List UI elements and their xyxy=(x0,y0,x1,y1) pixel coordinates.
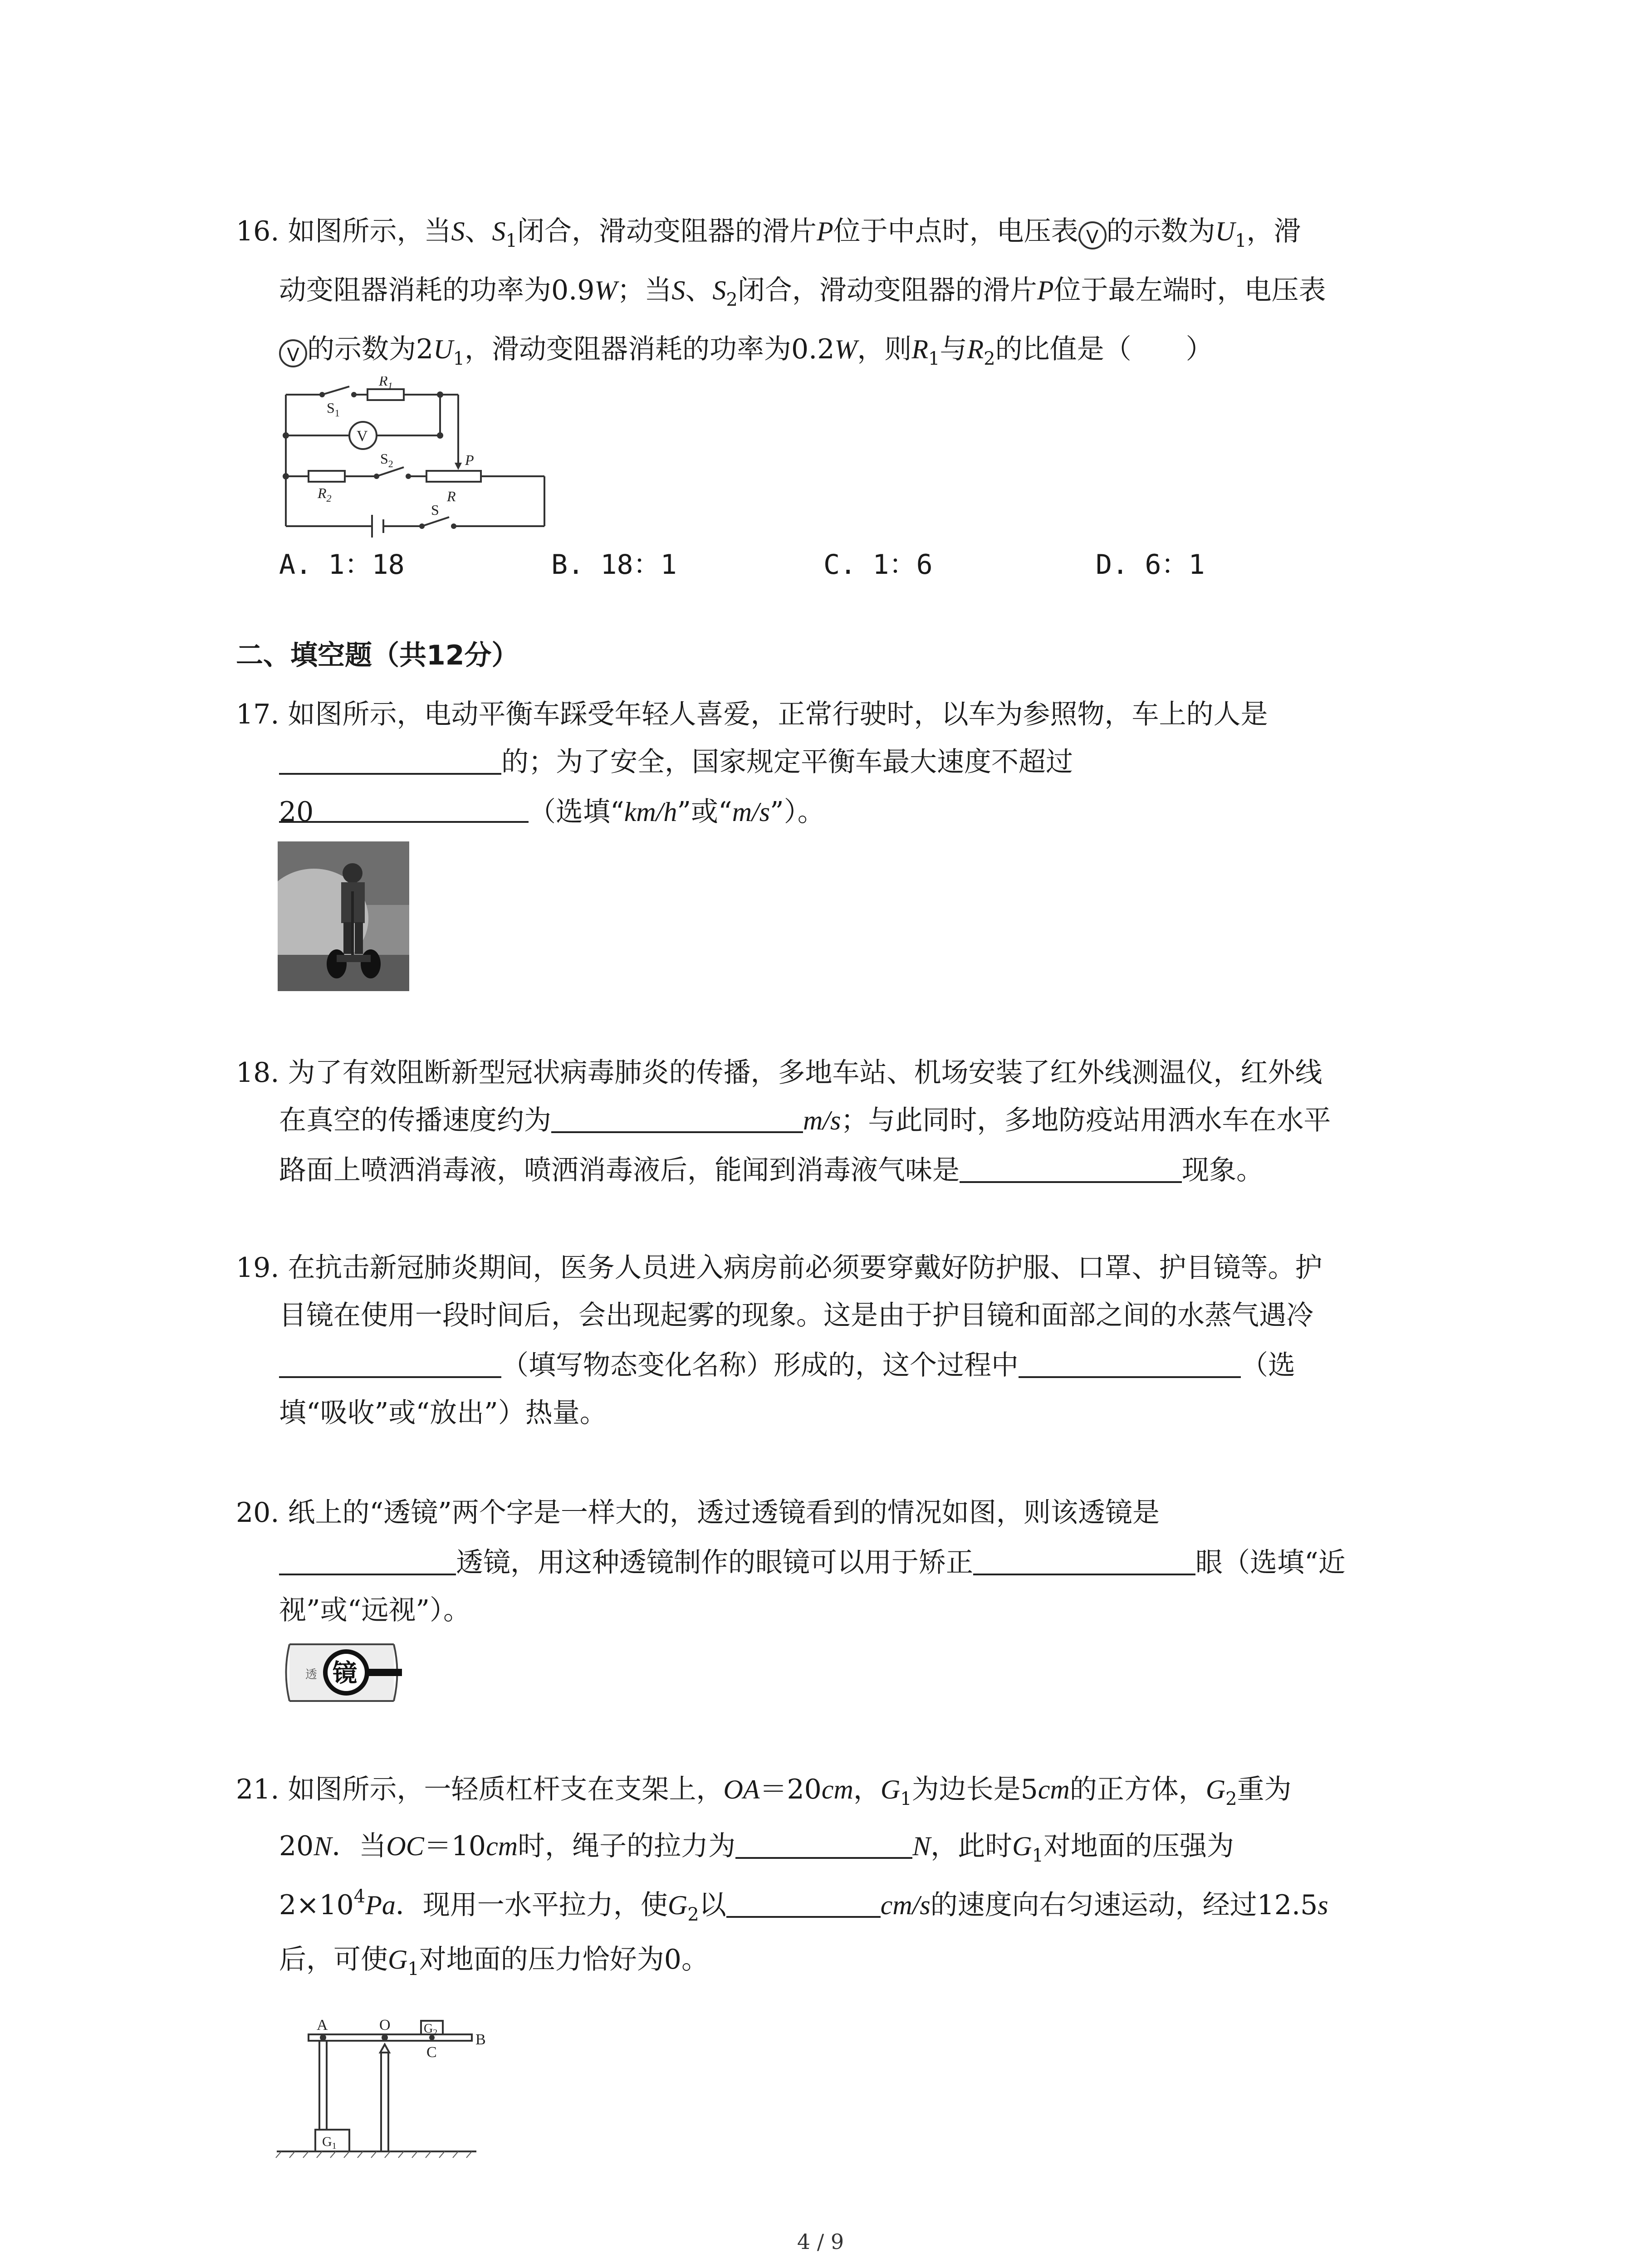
voltmeter-icon: V xyxy=(279,339,307,367)
big-char: 镜 xyxy=(333,1659,357,1687)
section-heading: 二、填空题（共12分） xyxy=(236,640,519,671)
q17-line-2: 的；为了安全，国家规定平衡车最大速度不超过 xyxy=(279,744,1073,780)
q16-option-b[interactable]: B. 18：1 xyxy=(551,549,677,581)
q17-line-1: 17. 如图所示，电动平衡车踩受年轻人喜爱，正常行驶时，以车为参照物，车上的人是 xyxy=(236,699,1268,730)
label-b: B xyxy=(475,2031,486,2048)
page-number: 4 / 9 xyxy=(797,2229,844,2254)
label-o: O xyxy=(379,2017,391,2033)
label-v: V xyxy=(357,428,368,445)
lens-figure xyxy=(280,1640,407,1708)
q21-line-3: $2\times 10^4Pa$．现用一水平拉力，使$G_2$以 cm/s的速度向右匀速运动，经过12.5s xyxy=(279,1886,1328,1925)
label-g1: $G_1$ xyxy=(322,2134,337,2151)
q19-blank-2[interactable] xyxy=(1019,1349,1241,1378)
q17-line-3: 20 （选填“km/h”或“m/s”）。 xyxy=(279,794,825,830)
circuit-diagram xyxy=(272,376,554,540)
q21-blank-1[interactable] xyxy=(735,1830,912,1859)
q21-blank-2[interactable] xyxy=(726,1889,881,1918)
voltmeter-icon: V xyxy=(1078,221,1107,249)
label-p: P xyxy=(465,452,474,468)
q21-line-2: 20N．当OC＝10cm时，绳子的拉力为 N，此时$G_1$对地面的压强为 xyxy=(279,1830,1234,1866)
label-g2: $G_2$ xyxy=(424,2022,438,2038)
label-s1: $S_1$ xyxy=(327,400,340,419)
q18-blank-1[interactable] xyxy=(551,1104,803,1133)
q19-line-3: （填写物态变化名称）形成的，这个过程中 （选 xyxy=(279,1347,1295,1383)
q20-line-3: 视”或“远视”）。 xyxy=(279,1594,471,1626)
q19-blank-1[interactable] xyxy=(279,1349,501,1378)
q18-blank-2[interactable] xyxy=(960,1154,1182,1183)
q20-line-1: 20. 纸上的“透镜”两个字是一样大的，透过透镜看到的情况如图，则该透镜是 xyxy=(236,1497,1160,1529)
q19-line-2: 目镜在使用一段时间后，会出现起雾的现象。这是由于护目镜和面部之间的水蒸气遇冷 xyxy=(279,1300,1313,1331)
q17-blank-2[interactable]: 20 xyxy=(279,794,529,823)
q21-line-4: 后，可使$G_1$对地面的压力恰好为0。 xyxy=(279,1944,709,1980)
label-r2: $R_2$ xyxy=(318,485,332,504)
q19-line-4: 填“吸收”或“放出”）热量。 xyxy=(279,1397,607,1429)
q16-line-2: 动变阻器消耗的功率为0.9W；当S、$S_2$闭合，滑动变阻器的滑片P位于最左端时，电压表 xyxy=(279,274,1326,310)
label-s: S xyxy=(431,502,439,518)
q16-option-a[interactable]: A. 1：18 xyxy=(279,549,405,581)
q16-line-1: 16. 如图所示，当S、$S_1$闭合，滑动变阻器的滑片P位于中点时，电压表 V 的示数为$U_1$，滑 xyxy=(236,215,1301,251)
q18-line-3: 路面上喷洒消毒液，喷洒消毒液后，能闻到消毒液气味是 现象。 xyxy=(279,1154,1264,1186)
q20-blank-1[interactable] xyxy=(279,1546,456,1575)
label-r: R xyxy=(447,488,456,504)
balance-scooter-photo xyxy=(278,841,409,991)
q16-option-d[interactable]: D. 6：1 xyxy=(1096,549,1205,581)
small-char: 透 xyxy=(305,1668,318,1681)
q20-line-2: 透镜，用这种透镜制作的眼镜可以用于矫正 眼（选填“近 xyxy=(279,1545,1346,1581)
label-c: C xyxy=(426,2044,437,2061)
label-r1: $R_1$ xyxy=(379,376,393,391)
label-a: A xyxy=(317,2017,328,2033)
q16-line-3: V 的示数为$2U_1$，滑动变阻器消耗的功率为0.2W，则$R_1$与$R_2$的比值是（ ） xyxy=(279,331,1213,367)
q19-line-1: 19. 在抗击新冠肺炎期间，医务人员进入病房前必须要穿戴好防护服、口罩、护目镜等。护 xyxy=(236,1252,1323,1284)
lever-diagram xyxy=(272,1994,490,2161)
q21-line-1: 21. 如图所示，一轻质杠杆支在支架上，OA＝20cm，$G_1$为边长是5cm的正方体，$G_2$重为 xyxy=(236,1774,1292,1809)
q18-line-2: 在真空的传播速度约为 m/s；与此同时，多地防疫站用洒水车在水平 xyxy=(279,1105,1331,1136)
q16-option-c[interactable]: C. 1：6 xyxy=(823,549,933,581)
q20-blank-2[interactable] xyxy=(973,1546,1195,1575)
q18-line-1: 18. 为了有效阻断新型冠状病毒肺炎的传播，多地车站、机场安装了红外线测温仪，红外线 xyxy=(236,1057,1323,1089)
label-s2: $S_2$ xyxy=(380,450,393,469)
q17-blank-1[interactable] xyxy=(279,746,501,775)
